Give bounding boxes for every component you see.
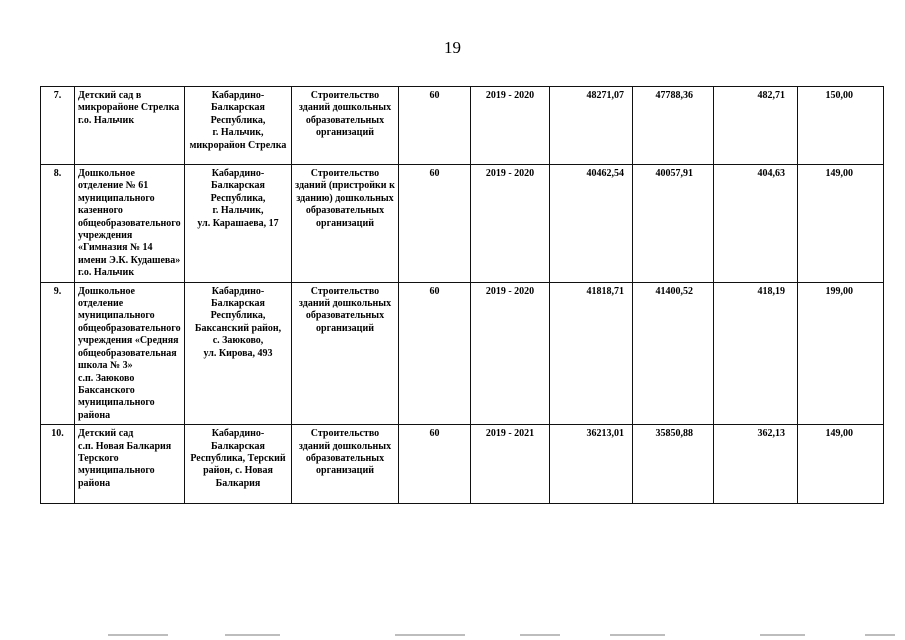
row-number: 9.: [41, 282, 75, 424]
federal-amount: 47788,36: [633, 87, 714, 165]
years: 2019 - 2021: [471, 425, 550, 504]
page-number: 19: [444, 38, 461, 57]
total-amount: 41818,71: [550, 282, 633, 424]
work-type: Строительство зданий (пристройки к зданию) дошкольных образовательных организаций: [292, 165, 399, 283]
regional-amount: 362,13: [714, 425, 798, 504]
capacity: 60: [399, 165, 471, 283]
row-number: 8.: [41, 165, 75, 283]
federal-amount: 40057,91: [633, 165, 714, 283]
table-row: [41, 87, 884, 165]
years: 2019 - 2020: [471, 87, 550, 165]
years: 2019 - 2020: [471, 282, 550, 424]
row-number: 7.: [41, 87, 75, 165]
object-name: Детский сад в микрорайоне Стрелка г.о. Нальчик: [75, 87, 185, 165]
federal-amount: 35850,88: [633, 425, 714, 504]
federal-amount: 41400,52: [633, 282, 714, 424]
regional-amount: 482,71: [714, 87, 798, 165]
table-row: [41, 282, 884, 424]
capacity: 60: [399, 87, 471, 165]
work-type: Строительство зданий дошкольных образовательных организаций: [292, 282, 399, 424]
work-type: Строительство зданий дошкольных образовательных организаций: [292, 87, 399, 165]
total-amount: 40462,54: [550, 165, 633, 283]
unit-cost: 149,00: [798, 165, 884, 283]
projects-table: [40, 86, 884, 504]
unit-cost: 149,00: [798, 425, 884, 504]
object-address: Кабардино- Балкарская Республика, г. Нальчик, ул. Карашаева, 17: [185, 165, 292, 283]
table-row: [41, 165, 884, 283]
table-row: [41, 425, 884, 504]
unit-cost: 199,00: [798, 282, 884, 424]
row-number: 10.: [41, 425, 75, 504]
unit-cost: 150,00: [798, 87, 884, 165]
regional-amount: 418,19: [714, 282, 798, 424]
object-address: Кабардино- Балкарская Республика, Терский район, с. Новая Балкария: [185, 425, 292, 504]
object-name: Дошкольное отделение муниципального общеобразовательного учреждения «Средняя общеобразовательная школа № 3» с.п. Заюково Баксанского муниципального района: [75, 282, 185, 424]
scan-edge-marks: [0, 632, 905, 640]
total-amount: 48271,07: [550, 87, 633, 165]
capacity: 60: [399, 282, 471, 424]
capacity: 60: [399, 425, 471, 504]
object-address: Кабардино- Балкарская Республика, Баксанский район, с. Заюково, ул. Кирова, 493: [185, 282, 292, 424]
years: 2019 - 2020: [471, 165, 550, 283]
regional-amount: 404,63: [714, 165, 798, 283]
work-type: Строительство зданий дошкольных образовательных организаций: [292, 425, 399, 504]
object-name: Дошкольное отделение № 61 муниципального казенного общеобразовательного учреждения «Гимназия № 14 имени Э.К. Кудашева» г.о. Нальчик: [75, 165, 185, 283]
object-name: Детский сад с.п. Новая Балкария Терского муниципального района: [75, 425, 185, 504]
total-amount: 36213,01: [550, 425, 633, 504]
object-address: Кабардино- Балкарская Республика, г. Нальчик, микрорайон Стрелка: [185, 87, 292, 165]
